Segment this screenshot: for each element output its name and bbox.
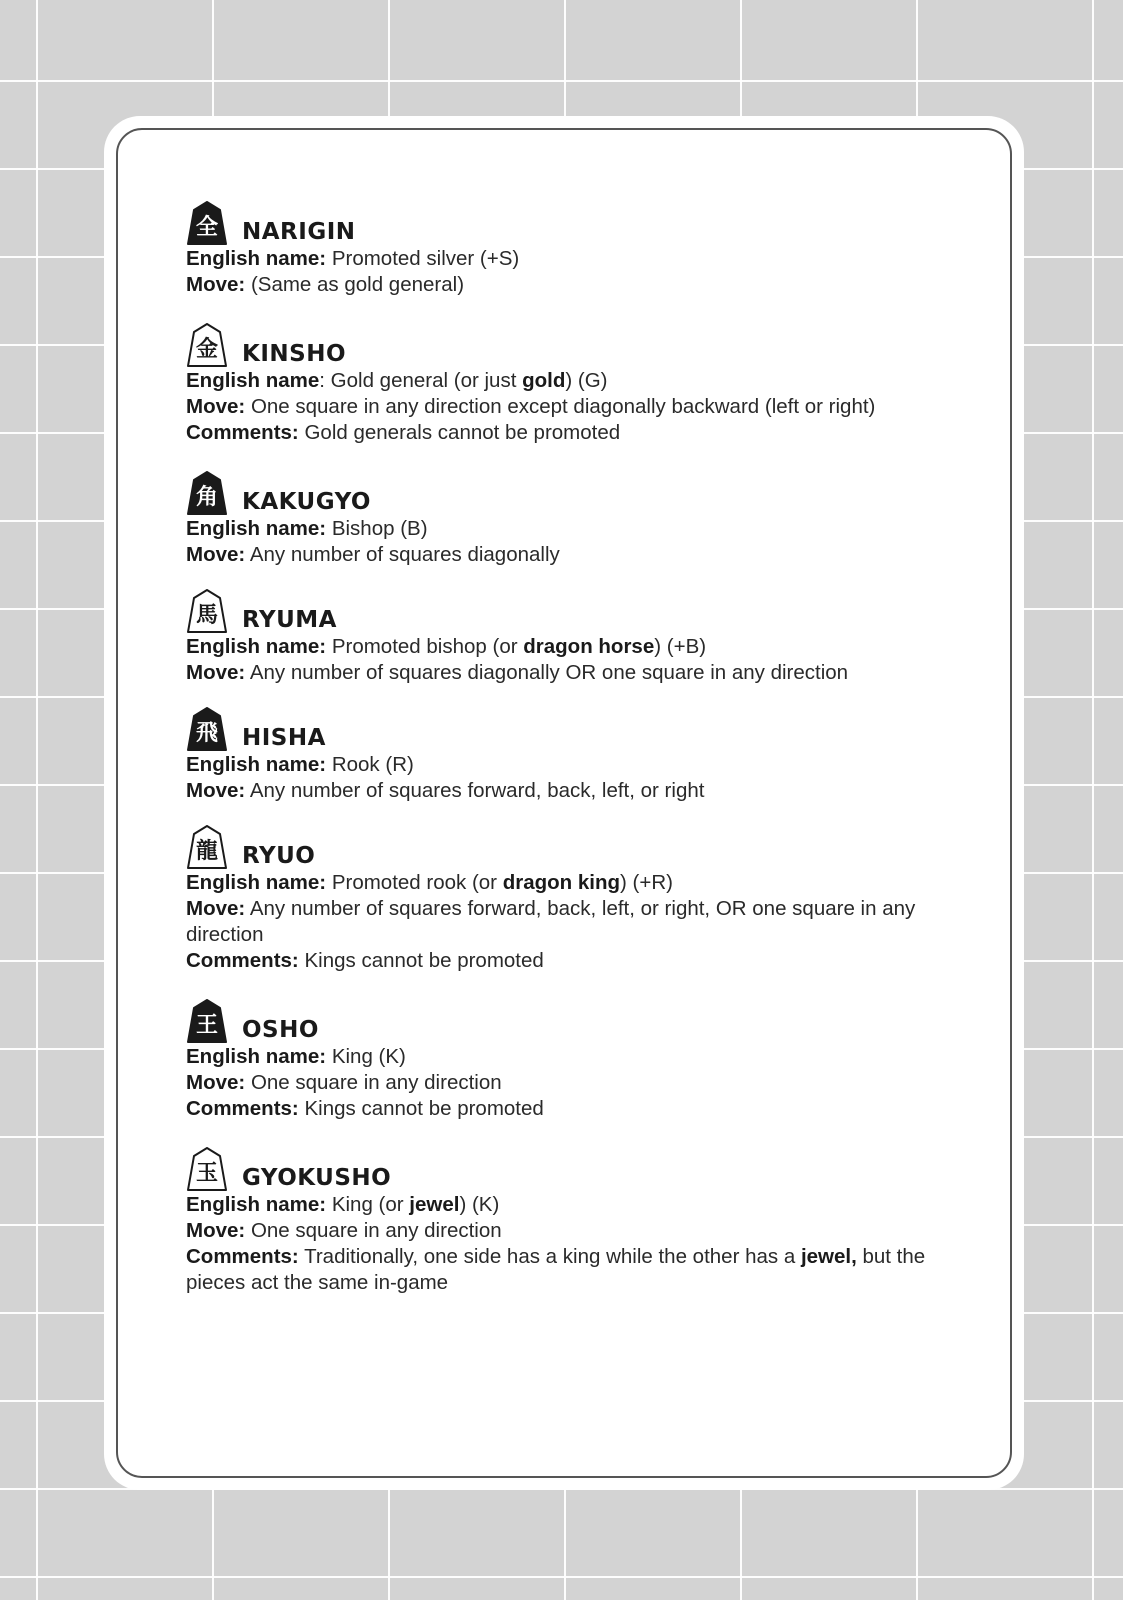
piece-kanji: 王 <box>195 1013 219 1038</box>
piece-kanji: 全 <box>195 215 219 240</box>
english-name-label: English name: <box>186 517 327 540</box>
move-label: Move: <box>186 1071 246 1094</box>
piece-list <box>186 198 966 1318</box>
piece-narigin <box>186 198 966 298</box>
piece-ryuma <box>186 586 966 686</box>
english-name-label: English name: <box>186 871 327 894</box>
move-label: Move: <box>186 395 246 418</box>
comments-label: Comments: <box>186 949 299 972</box>
comments-label: Comments: <box>186 421 299 444</box>
piece-name: GYOKUSHO <box>242 1165 392 1191</box>
piece-header <box>186 586 966 634</box>
move-line <box>186 542 966 568</box>
piece-hisha <box>186 704 966 804</box>
move-value: One square in any direction <box>250 1071 502 1094</box>
comments-line <box>186 420 966 446</box>
english-name-label: English name: <box>186 753 327 776</box>
english-name-line: English name: King (or jewel) (K) <box>186 1193 500 1216</box>
move-value: One square in any direction except diagonally backward (left or right) <box>250 395 876 418</box>
piece-header <box>186 704 966 752</box>
english-name-value: Rook (R) <box>331 753 414 776</box>
comments-label: Comments: <box>186 1245 299 1268</box>
piece-header <box>186 996 966 1044</box>
shogi-piece-filled-icon <box>186 200 228 246</box>
piece-kanji: 飛 <box>195 721 219 746</box>
comments-line <box>186 1096 966 1122</box>
move-line <box>186 778 966 804</box>
piece-kanji: 金 <box>195 337 219 362</box>
piece-kakugyo <box>186 468 966 568</box>
move-line <box>186 1218 966 1244</box>
piece-header <box>186 1144 966 1192</box>
move-line <box>186 660 966 686</box>
move-line <box>186 1070 966 1096</box>
comments-value: Kings cannot be promoted <box>304 949 544 972</box>
piece-name: HISHA <box>242 725 326 751</box>
move-label: Move: <box>186 779 246 802</box>
english-name-label: English name: <box>186 1045 327 1068</box>
move-value: Any number of squares diagonally <box>249 543 560 566</box>
piece-kanji: 玉 <box>195 1161 219 1186</box>
shogi-piece-outline-icon <box>186 322 228 368</box>
piece-name: NARIGIN <box>242 219 356 245</box>
move-label: Move: <box>186 661 246 684</box>
piece-name: OSHO <box>242 1017 319 1043</box>
shogi-piece-filled-icon <box>186 706 228 752</box>
move-value: (Same as gold general) <box>250 273 465 296</box>
piece-name: KAKUGYO <box>242 489 371 515</box>
piece-name: RYUO <box>242 843 316 869</box>
move-line <box>186 896 966 948</box>
move-line <box>186 272 966 298</box>
piece-kanji: 龍 <box>195 839 219 864</box>
comments-line: Comments: Traditionally, one side has a king while the other has a jewel, but the pieces act the same in-game <box>186 1245 926 1294</box>
move-label: Move: <box>186 273 246 296</box>
english-name-line: English name: Promoted rook (or dragon king) (+R) <box>186 871 673 894</box>
move-label: Move: <box>186 543 246 566</box>
english-name-value: King (K) <box>331 1045 406 1068</box>
english-name-line <box>186 516 966 542</box>
piece-kanji: 角 <box>195 485 219 510</box>
english-name-line <box>186 246 966 272</box>
piece-name: RYUMA <box>242 607 337 633</box>
piece-header <box>186 198 966 246</box>
piece-header <box>186 320 966 368</box>
shogi-piece-outline-icon <box>186 824 228 870</box>
piece-gyokusho <box>186 1144 966 1296</box>
move-value: Any number of squares forward, back, left, or right <box>249 779 705 802</box>
english-name-label: English name: <box>186 635 327 658</box>
english-name-line <box>186 1044 966 1070</box>
move-label: Move: <box>186 897 246 920</box>
comments-value: Gold generals cannot be promoted <box>304 421 621 444</box>
piece-header <box>186 822 966 870</box>
move-value: Any number of squares forward, back, left, or right, OR one square in any direction <box>186 897 916 946</box>
english-name-value: Bishop (B) <box>331 517 428 540</box>
piece-name: KINSHO <box>242 341 346 367</box>
comments-line <box>186 948 966 974</box>
english-name-label: English name: <box>186 247 327 270</box>
english-name-label: English name <box>186 369 320 392</box>
move-line <box>186 394 966 420</box>
english-name-line: English name: Promoted bishop (or dragon horse) (+B) <box>186 635 707 658</box>
english-name-label: English name: <box>186 1193 327 1216</box>
shogi-piece-filled-icon <box>186 998 228 1044</box>
move-value: Any number of squares diagonally OR one square in any direction <box>249 661 849 684</box>
move-value: One square in any direction <box>250 1219 502 1242</box>
comments-value: Kings cannot be promoted <box>304 1097 544 1120</box>
shogi-piece-outline-icon <box>186 1146 228 1192</box>
piece-ryuo <box>186 822 966 974</box>
move-label: Move: <box>186 1219 246 1242</box>
piece-kanji: 馬 <box>195 603 219 628</box>
piece-kinsho <box>186 320 966 446</box>
shogi-piece-outline-icon <box>186 588 228 634</box>
shogi-piece-filled-icon <box>186 470 228 516</box>
english-name-line: English name: Gold general (or just gold) (G) <box>186 369 608 392</box>
piece-osho <box>186 996 966 1122</box>
piece-header <box>186 468 966 516</box>
page-card <box>104 116 1024 1490</box>
english-name-value: Promoted silver (+S) <box>331 247 520 270</box>
english-name-line <box>186 752 966 778</box>
comments-label: Comments: <box>186 1097 299 1120</box>
